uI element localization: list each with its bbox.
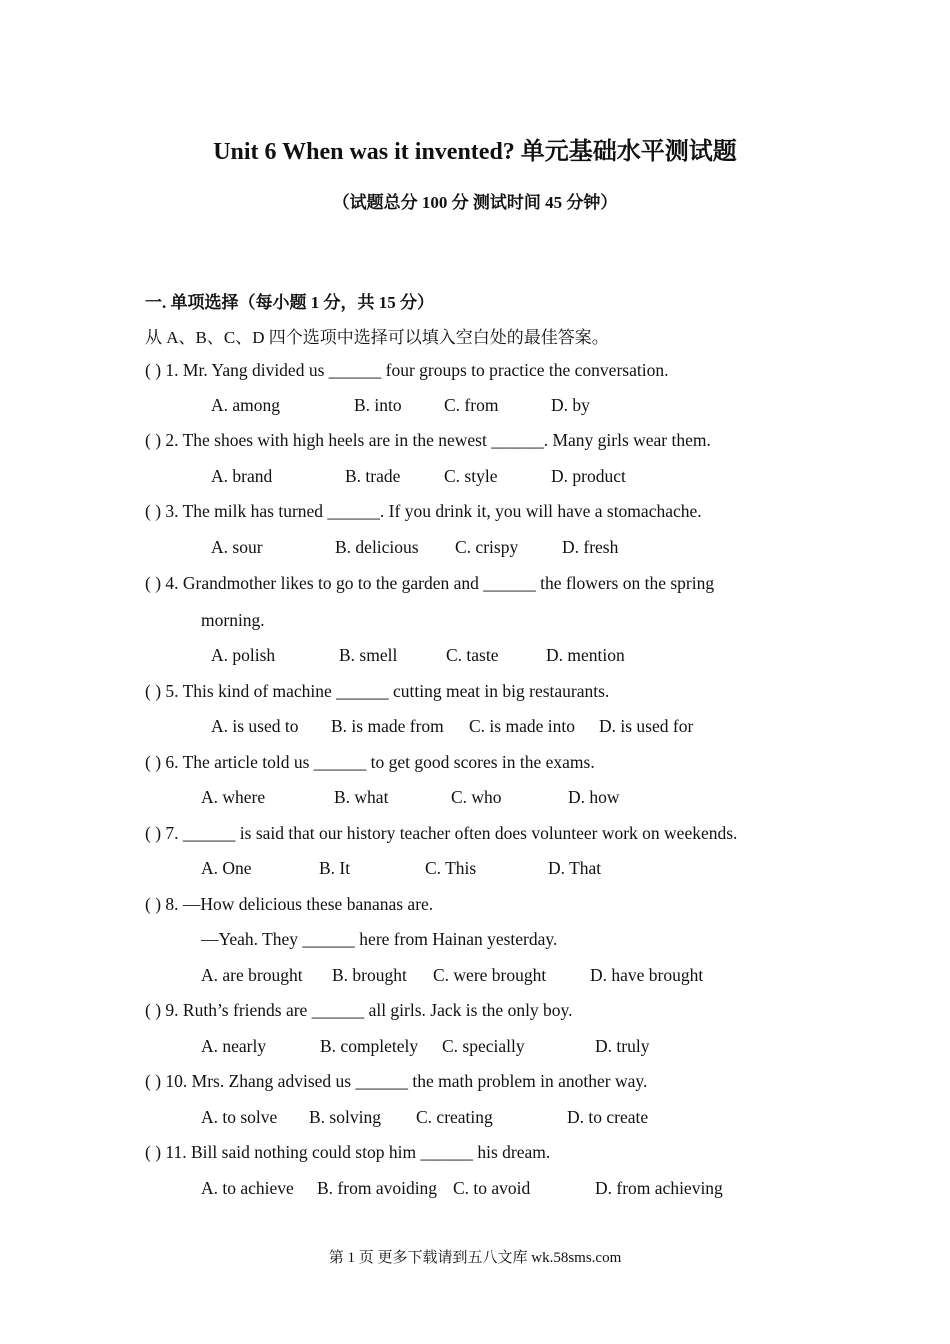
question-stem: ( ) 6. The article told us ______ to get good scores in the exams.: [145, 752, 595, 772]
option-a: A. where: [201, 787, 266, 807]
option-d: D. That: [548, 858, 602, 878]
option-d: D. product: [551, 466, 626, 486]
option-d: D. mention: [546, 645, 625, 665]
option-d: D. how: [568, 787, 620, 807]
exam-subtitle: （试题总分 100 分 测试时间 45 分钟）: [332, 193, 618, 212]
question-stem-continued: morning.: [201, 610, 265, 630]
option-d: D. truly: [595, 1036, 650, 1056]
option-c: C. is made into: [469, 716, 575, 736]
option-a: A. among: [211, 395, 281, 415]
question-stem: ( ) 2. The shoes with high heels are in the newest ______. Many girls wear them.: [145, 430, 711, 450]
option-c: C. creating: [416, 1107, 493, 1127]
section-instruction: 从 A、B、C、D 四个选项中选择可以填入空白处的最佳答案。: [145, 328, 609, 347]
question-stem: ( ) 4. Grandmother likes to go to the garden and ______ the flowers on the spring: [145, 573, 715, 593]
option-a: A. are brought: [201, 965, 303, 985]
option-b: B. is made from: [331, 716, 444, 736]
option-a: A. nearly: [201, 1036, 267, 1056]
section-heading: 一. 单项选择（每小题 1 分，共 15 分）: [145, 293, 434, 312]
option-b: B. into: [354, 395, 402, 415]
option-a: A. to achieve: [201, 1178, 294, 1198]
option-c: C. specially: [442, 1036, 525, 1056]
option-d: D. by: [551, 395, 590, 415]
option-d: D. fresh: [562, 537, 619, 557]
option-c: C. crispy: [455, 537, 519, 557]
option-a: A. to solve: [201, 1107, 278, 1127]
option-b: B. completely: [320, 1036, 419, 1056]
option-a: A. brand: [211, 466, 273, 486]
option-b: B. trade: [345, 466, 401, 486]
option-d: D. is used for: [599, 716, 694, 736]
option-c: C. This: [425, 858, 477, 878]
option-c: C. style: [444, 466, 498, 486]
question-stem: ( ) 1. Mr. Yang divided us ______ four groups to practice the conversation.: [145, 360, 669, 380]
option-b: B. from avoiding: [317, 1178, 438, 1198]
option-b: B. brought: [332, 965, 407, 985]
option-c: C. taste: [446, 645, 499, 665]
option-d: D. to create: [567, 1107, 649, 1127]
question-stem: ( ) 11. Bill said nothing could stop him ______ his dream.: [145, 1142, 551, 1162]
option-d: D. have brought: [590, 965, 704, 985]
option-b: B. smell: [339, 645, 398, 665]
option-c: C. from: [444, 395, 499, 415]
question-stem: ( ) 3. The milk has turned ______. If you drink it, you will have a stomachache.: [145, 501, 702, 521]
question-stem: ( ) 9. Ruth’s friends are ______ all girls. Jack is the only boy.: [145, 1000, 573, 1020]
question-stem-continued: —Yeah. They ______ here from Hainan yesterday.: [201, 929, 558, 949]
option-b: B. what: [334, 787, 389, 807]
option-a: A. is used to: [211, 716, 299, 736]
option-a: A. One: [201, 858, 252, 878]
page-title: Unit 6 When was it invented? 单元基础水平测试题: [213, 139, 737, 165]
question-stem: ( ) 8. —How delicious these bananas are.: [145, 894, 434, 914]
option-b: B. It: [319, 858, 351, 878]
option-a: A. polish: [211, 645, 276, 665]
question-stem: ( ) 5. This kind of machine ______ cutting meat in big restaurants.: [145, 681, 610, 701]
option-a: A. sour: [211, 537, 263, 557]
question-stem: ( ) 7. ______ is said that our history teacher often does volunteer work on weekends.: [145, 823, 738, 843]
option-b: B. solving: [309, 1107, 381, 1127]
option-d: D. from achieving: [595, 1178, 723, 1198]
option-b: B. delicious: [335, 537, 419, 557]
option-c: C. were brought: [433, 965, 547, 985]
option-c: C. to avoid: [453, 1178, 531, 1198]
option-c: C. who: [451, 787, 502, 807]
page-footer: 第 1 页 更多下载请到五八文库 wk.58sms.com: [328, 1250, 622, 1266]
question-stem: ( ) 10. Mrs. Zhang advised us ______ the math problem in another way.: [145, 1071, 648, 1091]
